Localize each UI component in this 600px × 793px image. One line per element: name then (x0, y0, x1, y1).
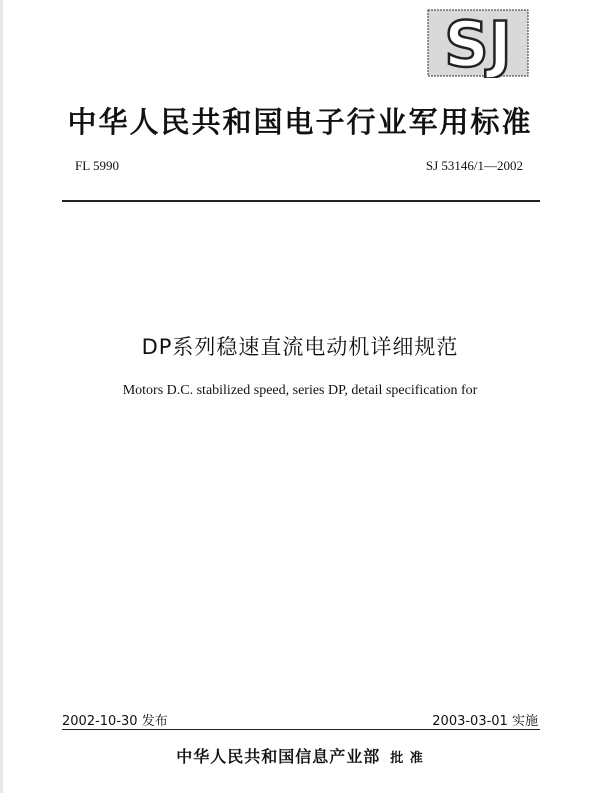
approver-line (0, 744, 600, 767)
header-divider (62, 200, 540, 202)
issue-label: 发布 (141, 714, 168, 729)
document-subtitle: Motors D.C. stabilized speed, series DP, detail specification for (122, 383, 478, 398)
document-title: DP系列稳速直流电动机详细规范 (141, 335, 459, 359)
implement-date-line (432, 710, 538, 729)
logo-lettering: SJ (444, 8, 512, 78)
approver-verb: 批 准 (390, 751, 424, 766)
footer-divider (62, 729, 540, 730)
standard-number: SJ 53146/1—2002 (425, 158, 523, 173)
classification-code: FL 5990 (75, 158, 119, 173)
implement-date: 2003-03-01 (432, 714, 508, 729)
organization-title: 中华人民共和国电子行业军用标准 (67, 105, 533, 139)
approver-name: 中华人民共和国信息产业部 (176, 747, 381, 766)
implement-label: 实施 (511, 714, 538, 729)
issue-date: 2002-10-30 (62, 714, 138, 729)
sj-logo (426, 8, 530, 78)
issue-date-line (62, 710, 168, 729)
